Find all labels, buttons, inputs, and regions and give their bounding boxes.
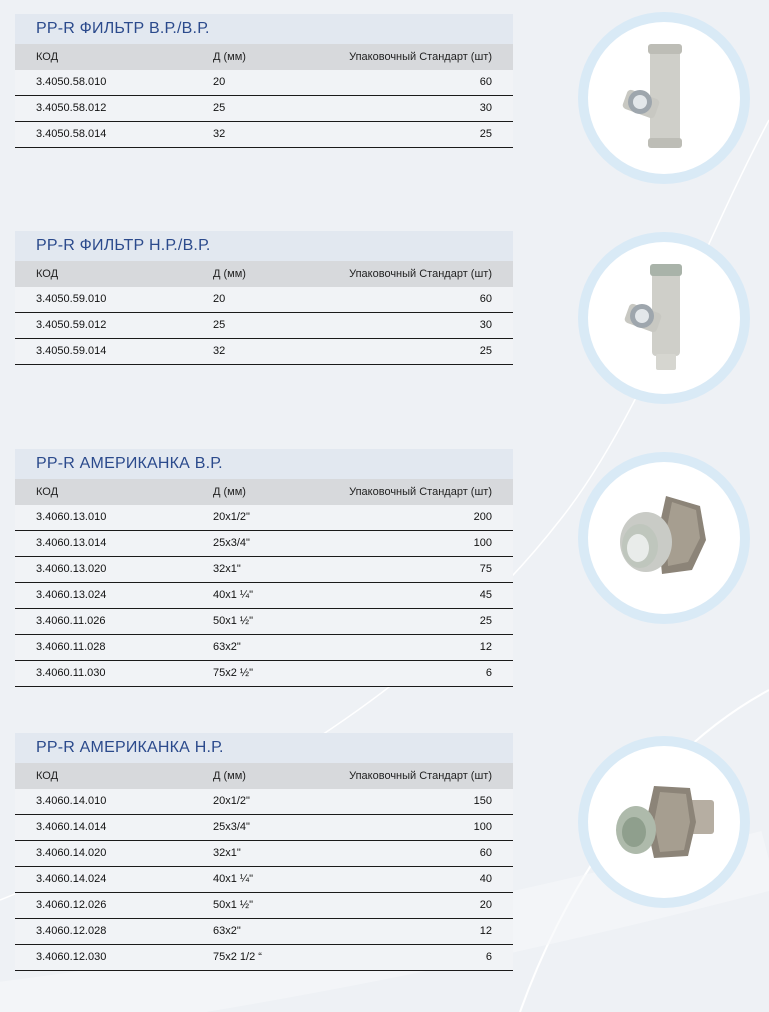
table-row <box>15 867 513 893</box>
cell-diameter: 20 <box>213 76 226 88</box>
table-row <box>15 557 513 583</box>
header-diameter: Д (мм) <box>213 268 246 280</box>
header-code: КОД <box>36 268 59 280</box>
cell-diameter: 75x2 1/2 “ <box>213 951 262 963</box>
cell-pack: 6 <box>485 951 492 963</box>
header-pack: Упаковочный Стандарт (шт) <box>349 51 492 63</box>
cell-diameter: 20 <box>213 293 226 305</box>
cell-pack: 12 <box>479 641 492 653</box>
header-pack: Упаковочный Стандарт (шт) <box>349 486 492 498</box>
section-title: PP-R АМЕРИКАНКА В.Р. <box>15 449 513 479</box>
cell-pack: 60 <box>479 847 492 859</box>
union-fitting-icon <box>588 462 740 614</box>
header-code: КОД <box>36 486 59 498</box>
table-row <box>15 505 513 531</box>
section-filter-male <box>15 231 513 365</box>
cell-diameter: 75x2 ½" <box>213 667 253 679</box>
cell-code: 3.4050.59.012 <box>36 319 107 331</box>
cell-code: 3.4050.59.014 <box>36 345 107 357</box>
cell-pack: 45 <box>479 589 492 601</box>
header-diameter: Д (мм) <box>213 486 246 498</box>
cell-code: 3.4050.58.012 <box>36 102 107 114</box>
cell-code: 3.4060.12.026 <box>36 899 107 911</box>
table-row <box>15 661 513 687</box>
table-header <box>15 763 513 789</box>
section-title: PP-R ФИЛЬТР В.Р./В.Р. <box>15 14 513 44</box>
cell-diameter: 25 <box>213 102 226 114</box>
cell-pack: 25 <box>479 128 492 140</box>
cell-code: 3.4050.58.010 <box>36 76 107 88</box>
filter-fitting-icon <box>588 242 740 394</box>
cell-pack: 75 <box>479 563 492 575</box>
section-filter-female <box>15 14 513 148</box>
header-pack: Упаковочный Стандарт (шт) <box>349 770 492 782</box>
cell-pack: 100 <box>473 821 492 833</box>
table-row <box>15 635 513 661</box>
cell-code: 3.4060.13.010 <box>36 511 107 523</box>
cell-code: 3.4050.59.010 <box>36 293 107 305</box>
cell-pack: 25 <box>479 345 492 357</box>
table-row <box>15 313 513 339</box>
filter-fitting-icon <box>588 22 740 174</box>
cell-code: 3.4060.11.028 <box>36 641 106 653</box>
cell-code: 3.4060.13.020 <box>36 563 107 575</box>
section-title: PP-R ФИЛЬТР Н.Р./В.Р. <box>15 231 513 261</box>
cell-code: 3.4060.13.024 <box>36 589 107 601</box>
cell-pack: 40 <box>479 873 492 885</box>
table-row <box>15 841 513 867</box>
table-header <box>15 479 513 505</box>
cell-code: 3.4060.14.014 <box>36 821 107 833</box>
cell-diameter: 50x1 ½" <box>213 899 253 911</box>
cell-diameter: 63x2" <box>213 641 241 653</box>
header-code: КОД <box>36 770 59 782</box>
cell-pack: 30 <box>479 102 492 114</box>
table-row <box>15 96 513 122</box>
cell-pack: 150 <box>473 795 492 807</box>
cell-pack: 60 <box>479 76 492 88</box>
cell-diameter: 25x3/4" <box>213 537 250 549</box>
cell-code: 3.4060.12.030 <box>36 951 107 963</box>
table-header <box>15 44 513 70</box>
table-row <box>15 919 513 945</box>
cell-diameter: 63x2" <box>213 925 241 937</box>
cell-pack: 12 <box>479 925 492 937</box>
cell-pack: 30 <box>479 319 492 331</box>
product-photo-filter-female <box>578 12 750 184</box>
table-row <box>15 893 513 919</box>
table-row <box>15 70 513 96</box>
cell-code: 3.4060.11.030 <box>36 667 106 679</box>
cell-diameter: 32x1" <box>213 847 241 859</box>
cell-code: 3.4050.58.014 <box>36 128 107 140</box>
cell-diameter: 32 <box>213 128 226 140</box>
product-photo-union-female <box>578 452 750 624</box>
cell-pack: 25 <box>479 615 492 627</box>
table-row <box>15 945 513 971</box>
table-row <box>15 287 513 313</box>
table-row <box>15 531 513 557</box>
cell-diameter: 32 <box>213 345 226 357</box>
header-diameter: Д (мм) <box>213 51 246 63</box>
table-row <box>15 583 513 609</box>
cell-diameter: 20x1/2" <box>213 795 250 807</box>
cell-diameter: 40x1 ¼" <box>213 589 253 601</box>
cell-pack: 200 <box>473 511 492 523</box>
cell-diameter: 40x1 ¼" <box>213 873 253 885</box>
cell-diameter: 50x1 ½" <box>213 615 253 627</box>
cell-diameter: 25 <box>213 319 226 331</box>
table-header <box>15 261 513 287</box>
table-row <box>15 789 513 815</box>
cell-code: 3.4060.14.010 <box>36 795 107 807</box>
section-union-male <box>15 733 513 971</box>
table-row <box>15 815 513 841</box>
cell-pack: 60 <box>479 293 492 305</box>
section-title: PP-R АМЕРИКАНКА Н.Р. <box>15 733 513 763</box>
cell-diameter: 25x3/4" <box>213 821 250 833</box>
section-union-female <box>15 449 513 687</box>
cell-pack: 20 <box>479 899 492 911</box>
union-fitting-icon <box>588 746 740 898</box>
cell-pack: 6 <box>485 667 492 679</box>
cell-code: 3.4060.14.024 <box>36 873 107 885</box>
table-row <box>15 122 513 148</box>
cell-pack: 100 <box>473 537 492 549</box>
product-photo-union-male <box>578 736 750 908</box>
cell-code: 3.4060.14.020 <box>36 847 107 859</box>
product-photo-filter-male <box>578 232 750 404</box>
table-row <box>15 339 513 365</box>
cell-code: 3.4060.12.028 <box>36 925 107 937</box>
header-pack: Упаковочный Стандарт (шт) <box>349 268 492 280</box>
header-code: КОД <box>36 51 59 63</box>
cell-code: 3.4060.13.014 <box>36 537 107 549</box>
header-diameter: Д (мм) <box>213 770 246 782</box>
cell-diameter: 32x1" <box>213 563 241 575</box>
table-row <box>15 609 513 635</box>
cell-diameter: 20x1/2" <box>213 511 250 523</box>
cell-code: 3.4060.11.026 <box>36 615 106 627</box>
